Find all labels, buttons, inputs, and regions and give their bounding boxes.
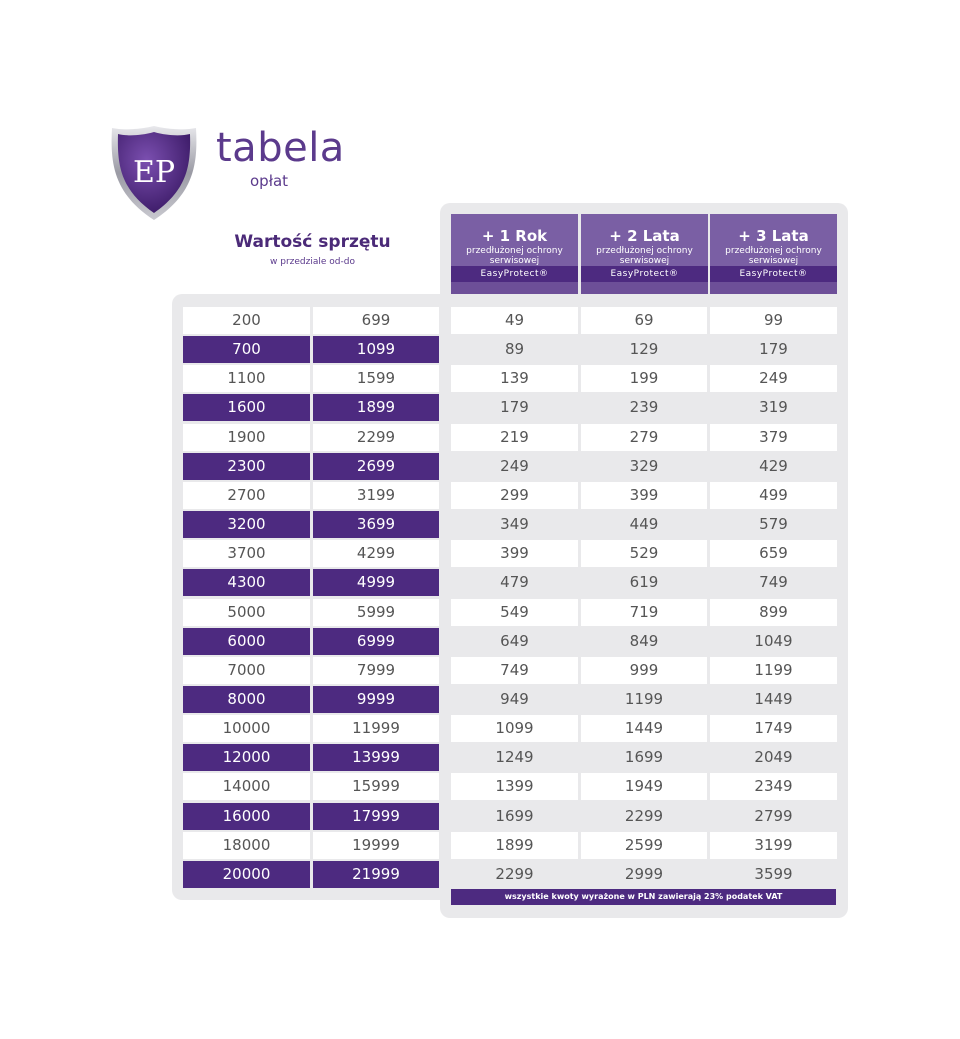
column-title: + 2 Lata <box>609 227 680 245</box>
price-2-years-cell: 1949 <box>581 773 707 800</box>
price-2-years-cell: 719 <box>581 599 707 626</box>
price-3-years-cell: 319 <box>759 398 788 416</box>
price-2-years-cell: 279 <box>581 424 707 451</box>
range-from-cell: 1100 <box>183 365 310 392</box>
price-1-year-cell: 399 <box>451 540 578 567</box>
price-3-years-cell: 2049 <box>754 748 793 766</box>
price-3-years-cell: 3199 <box>710 832 837 859</box>
range-to-cell: 9999 <box>313 686 439 713</box>
range-to-cell: 4299 <box>313 540 439 567</box>
price-3-years-cell: 2799 <box>754 807 793 825</box>
column-brand: EasyProtect® <box>451 266 578 282</box>
price-1-year-cell: 249 <box>500 457 529 475</box>
range-to-cell: 21999 <box>313 861 439 888</box>
price-3-years-cell: 3599 <box>754 865 793 883</box>
price-1-year-cell: 2299 <box>495 865 534 883</box>
price-1-year-cell: 139 <box>451 365 578 392</box>
price-3-years-cell: 1049 <box>754 632 793 650</box>
price-3-years-cell: 429 <box>759 457 788 475</box>
column-description: przedłużonej ochrony serwisowej <box>466 246 563 266</box>
equipment-value-subtitle: w przedziale od-do <box>270 257 355 267</box>
range-to-cell: 2699 <box>313 453 439 480</box>
price-1-year-cell: 549 <box>451 599 578 626</box>
price-3-years-cell: 179 <box>759 340 788 358</box>
range-to-cell: 5999 <box>313 599 439 626</box>
range-to-cell: 7999 <box>313 657 439 684</box>
price-3-years-cell: 2349 <box>710 773 837 800</box>
range-to-cell: 13999 <box>313 744 439 771</box>
price-1-year-cell: 1399 <box>451 773 578 800</box>
price-1-year-cell: 949 <box>500 690 529 708</box>
price-1-year-cell: 1099 <box>451 715 578 742</box>
price-2-years-cell: 999 <box>581 657 707 684</box>
range-from-cell: 8000 <box>183 686 310 713</box>
column-description: przedłużonej ochrony serwisowej <box>596 246 693 266</box>
price-1-year-cell: 1899 <box>451 832 578 859</box>
range-from-cell: 3700 <box>183 540 310 567</box>
price-2-years-cell: 2999 <box>624 865 664 883</box>
price-2-years-cell: 849 <box>629 632 659 650</box>
price-3-years-cell: 99 <box>710 307 837 334</box>
price-2-years-cell: 619 <box>629 573 659 591</box>
range-to-cell: 1599 <box>313 365 439 392</box>
price-2-years-cell: 1699 <box>624 748 664 766</box>
range-to-cell: 11999 <box>313 715 439 742</box>
range-from-cell: 1900 <box>183 424 310 451</box>
column-brand: EasyProtect® <box>581 266 708 282</box>
price-1-year-cell: 649 <box>500 632 529 650</box>
range-to-cell: 6999 <box>313 628 439 655</box>
price-1-year-cell: 749 <box>451 657 578 684</box>
range-from-cell: 700 <box>183 336 310 363</box>
price-3-years-cell: 1449 <box>754 690 793 708</box>
price-2-years-cell: 1199 <box>624 690 664 708</box>
range-to-cell: 1899 <box>313 394 439 421</box>
price-2-years-cell: 449 <box>629 515 659 533</box>
range-from-cell: 7000 <box>183 657 310 684</box>
brand-subtitle: opłat <box>250 172 289 190</box>
range-from-cell: 200 <box>183 307 310 334</box>
range-from-cell: 5000 <box>183 599 310 626</box>
price-2-years-cell: 2299 <box>624 807 664 825</box>
range-from-cell: 3200 <box>183 511 310 538</box>
column-brand: EasyProtect® <box>710 266 837 282</box>
equipment-value-title: Wartość sprzętu <box>234 232 391 252</box>
column-header-2-years <box>581 214 708 294</box>
vat-footer-note: wszystkie kwoty wyrażone w PLN zawierają 23% podatek VAT <box>451 889 836 905</box>
price-2-years-cell: 239 <box>629 398 659 416</box>
range-to-cell: 1099 <box>313 336 439 363</box>
price-1-year-cell: 299 <box>451 482 578 509</box>
price-1-year-cell: 349 <box>500 515 529 533</box>
column-description: przedłużonej ochrony serwisowej <box>725 246 822 266</box>
range-to-cell: 3199 <box>313 482 439 509</box>
range-from-cell: 16000 <box>183 803 310 830</box>
price-2-years-cell: 529 <box>581 540 707 567</box>
range-from-cell: 14000 <box>183 773 310 800</box>
price-1-year-cell: 219 <box>451 424 578 451</box>
price-1-year-cell: 479 <box>500 573 529 591</box>
price-3-years-cell: 1199 <box>710 657 837 684</box>
range-from-cell: 6000 <box>183 628 310 655</box>
price-3-years-cell: 249 <box>710 365 837 392</box>
price-1-year-cell: 1249 <box>495 748 534 766</box>
range-from-cell: 4300 <box>183 569 310 596</box>
price-2-years-cell: 1449 <box>581 715 707 742</box>
price-2-years-cell: 2599 <box>581 832 707 859</box>
price-2-years-cell: 329 <box>629 457 659 475</box>
range-from-cell: 20000 <box>183 861 310 888</box>
range-to-cell: 17999 <box>313 803 439 830</box>
range-to-cell: 699 <box>313 307 439 334</box>
price-1-year-cell: 179 <box>500 398 529 416</box>
ep-logo-shield-icon <box>108 124 200 222</box>
price-3-years-cell: 659 <box>710 540 837 567</box>
price-2-years-cell: 199 <box>581 365 707 392</box>
price-3-years-cell: 899 <box>710 599 837 626</box>
price-2-years-cell: 129 <box>629 340 659 358</box>
price-3-years-cell: 749 <box>759 573 788 591</box>
range-to-cell: 19999 <box>313 832 439 859</box>
range-to-cell: 15999 <box>313 773 439 800</box>
price-2-years-cell: 399 <box>581 482 707 509</box>
range-to-cell: 3699 <box>313 511 439 538</box>
brand-title: tabela <box>216 125 345 171</box>
price-3-years-cell: 499 <box>710 482 837 509</box>
price-3-years-cell: 579 <box>759 515 788 533</box>
column-header-3-years <box>710 214 837 294</box>
range-from-cell: 2700 <box>183 482 310 509</box>
price-3-years-cell: 1749 <box>710 715 837 742</box>
price-1-year-cell: 89 <box>504 340 525 358</box>
range-from-cell: 12000 <box>183 744 310 771</box>
range-from-cell: 1600 <box>183 394 310 421</box>
column-header-1-year <box>451 214 578 294</box>
price-3-years-cell: 379 <box>710 424 837 451</box>
column-title: + 1 Rok <box>481 227 548 245</box>
price-2-years-cell: 69 <box>581 307 707 334</box>
range-from-cell: 10000 <box>183 715 310 742</box>
price-1-year-cell: 49 <box>451 307 578 334</box>
svg-text:EP: EP <box>132 155 176 190</box>
column-title: + 3 Lata <box>738 227 809 245</box>
range-from-cell: 2300 <box>183 453 310 480</box>
price-1-year-cell: 1699 <box>495 807 534 825</box>
range-to-cell: 2299 <box>313 424 439 451</box>
range-from-cell: 18000 <box>183 832 310 859</box>
range-to-cell: 4999 <box>313 569 439 596</box>
